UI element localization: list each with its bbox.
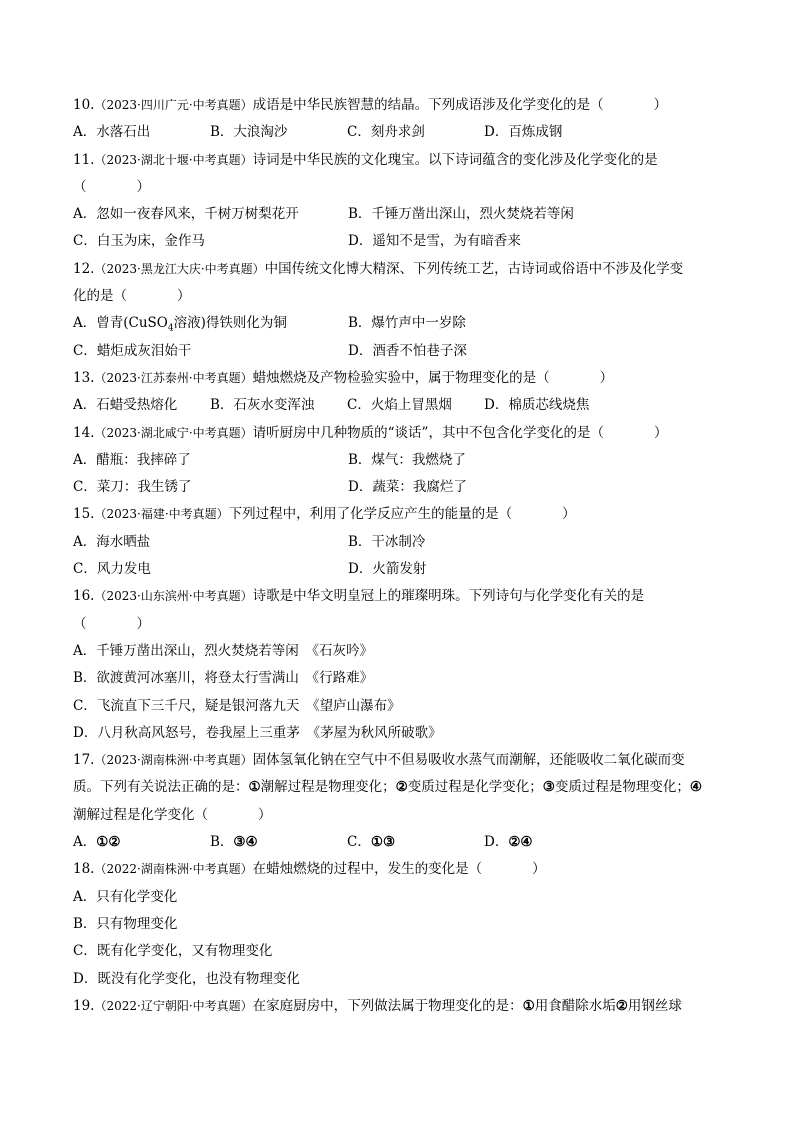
option-d-value: ②④ [508, 834, 533, 851]
subscript: 4 [167, 324, 174, 335]
paren-close: ） [258, 806, 272, 823]
question-12-stem [73, 256, 723, 283]
paren-close: ） [136, 178, 150, 195]
question-12-options-row1 [73, 310, 723, 337]
question-17-stem-cont2 [73, 802, 723, 829]
question-number: 16. [73, 588, 95, 605]
question-source: （2023·江苏泰州·中考真题） [94, 370, 253, 385]
question-text-cont: 化的是（ [73, 288, 127, 305]
circled-number-3: ③ [542, 779, 555, 796]
option-b: B．大浪淘沙 [210, 124, 288, 141]
paren-close: ） [653, 97, 668, 113]
option-b [210, 829, 347, 856]
option-b: B．欲渡黄河冰塞川，将登太行雪满山 《行路难》 [73, 670, 374, 687]
option-a: A．海水晒盐 [73, 533, 151, 550]
question-14-options-row1 [73, 447, 723, 474]
option-b: B．爆竹声中一岁除 [348, 315, 466, 332]
option-d: D．酒香不怕巷子深 [348, 342, 467, 359]
question-11-stem [73, 147, 723, 174]
question-18-stem [73, 856, 723, 883]
option-c-value: ①③ [370, 834, 396, 851]
paren-open: （ [73, 178, 87, 195]
paren-close: ） [562, 506, 576, 523]
question-text: 在家庭厨房中，下列做法属于物理变化的是： [252, 997, 523, 1014]
question-list [73, 92, 723, 1020]
paren-close: ） [136, 615, 150, 632]
option-a-text: A．曾青(CuSO [73, 315, 168, 332]
option-a [73, 829, 210, 856]
option-a-text-cont: 溶液)得铁则化为铜 [173, 315, 287, 332]
question-10-stem [73, 92, 723, 119]
paren-close: ） [599, 369, 614, 386]
option-c: C．飞流直下三千尺，疑是银河落九天 《望庐山瀑布》 [73, 697, 401, 714]
option-c [347, 829, 484, 856]
question-number: 14. [73, 424, 95, 441]
question-11-options-row2 [73, 228, 723, 255]
question-number: 15. [73, 506, 95, 523]
option-d: D．蔬菜：我腐烂了 [348, 479, 467, 496]
option-c: C．既有化学变化，又有物理变化 [73, 943, 273, 960]
statement-1: 用食醋除水垢 [534, 997, 616, 1014]
option-c: C．蜡炬成灰泪始干 [73, 342, 192, 359]
question-source: （2023·湖北咸宁·中考真题） [94, 425, 253, 440]
question-10-options [73, 119, 723, 146]
option-a-value: ①② [96, 834, 121, 851]
question-number: 11. [73, 151, 95, 168]
question-19-stem [73, 993, 723, 1020]
option-d: D．遥知不是雪，为有暗香来 [348, 233, 521, 250]
option-d: D．百炼成钢 [484, 124, 563, 141]
option-b-letter: B． [210, 834, 234, 851]
option-c: C．火焰上冒黑烟 [347, 397, 452, 414]
question-number: 10. [73, 97, 95, 113]
option-d: D．八月秋高风怒号，卷我屋上三重茅 《茅屋为秋风所破歌》 [73, 724, 442, 741]
paren-close: ） [532, 861, 546, 878]
question-16-stem [73, 583, 723, 610]
question-text: 中国传统文化博大精深、下列传统工艺，古诗词或俗语中不涉及化学变 [264, 260, 684, 277]
question-text: 蜡烛燃烧及产物检验实验中，属于物理变化的是（ [252, 369, 550, 386]
option-c: C．白玉为床，金作马 [73, 233, 205, 250]
option-c: C．刻舟求剑 [347, 124, 425, 141]
option-a: A．忽如一夜春风来，千树万树梨花开 [73, 206, 299, 223]
option-b: B．石灰水变浑浊 [210, 397, 315, 414]
option-a [73, 310, 348, 337]
question-text: 请听厨房中几种物质的“谈话”，其中不包含化学变化的是（ [252, 424, 604, 441]
circled-number-4: ④ [689, 779, 702, 796]
question-11-paren [73, 174, 723, 201]
option-a-letter: A． [73, 834, 97, 851]
paren-close: ） [177, 288, 191, 305]
question-text-cont2: 潮解过程是化学变化（ [73, 806, 208, 823]
question-text: 在蜡烛燃烧的过程中，发生的变化是（ [252, 861, 483, 878]
question-number: 12. [73, 260, 95, 277]
question-17-stem [73, 747, 723, 774]
option-c-letter: C． [347, 834, 371, 851]
question-text: 固体氢氧化钠在空气中不但易吸收水蒸气而潮解，还能吸收二氧化碳而变 [252, 752, 685, 769]
circled-number-2: ② [395, 779, 408, 796]
question-number: 18. [73, 861, 95, 878]
option-b: B．干冰制冷 [348, 533, 426, 550]
option-a: A．只有化学变化 [73, 888, 178, 905]
question-text: 成语是中华民族智慧的结晶。下列成语涉及化学变化的是（ [252, 97, 604, 113]
option-b: B．只有物理变化 [73, 915, 178, 932]
question-14-options-row2 [73, 474, 723, 501]
question-text: 诗歌是中华文明皇冠上的璀璨明珠。下列诗句与化学变化有关的是 [252, 588, 645, 605]
question-source: （2022·湖南株洲·中考真题） [94, 862, 253, 877]
question-source: （2023·福建·中考真题） [94, 507, 229, 522]
option-d: D．既没有化学变化，也没有物理变化 [73, 970, 300, 987]
question-11-options-row1 [73, 201, 723, 228]
question-15-stem [73, 501, 723, 528]
circled-number-1: ① [522, 997, 535, 1014]
option-d: D．火箭发射 [348, 561, 427, 578]
question-14-stem [73, 420, 723, 447]
question-text-cont: 质。下列有关说法正确的是： [73, 779, 249, 796]
statement-2: 变质过程是化学变化； [407, 779, 543, 796]
question-number: 13. [73, 369, 95, 386]
option-a: A．醋瓶：我摔碎了 [73, 451, 191, 468]
question-13-options [73, 392, 723, 419]
option-b: B．煤气：我燃烧了 [348, 451, 466, 468]
question-text: 诗词是中华民族的文化瑰宝。以下诗词蕴含的变化涉及化学变化的是 [252, 151, 658, 168]
question-source: （2023·四川广元·中考真题） [94, 98, 253, 112]
option-d-letter: D． [484, 834, 509, 851]
question-number: 19. [73, 997, 95, 1014]
option-b: B．千锤万凿出深山，烈火焚烧若等闲 [348, 206, 574, 223]
option-a: A．石蜡受热熔化 [73, 397, 178, 414]
question-17-stem-cont [73, 774, 723, 801]
circled-number-2: ② [615, 997, 628, 1014]
question-source: （2023·山东滨州·中考真题） [94, 589, 253, 604]
question-12-stem-cont [73, 283, 723, 310]
question-source: （2023·湖北十堰·中考真题） [94, 152, 253, 167]
circled-number-1: ① [248, 779, 261, 796]
option-d: D．棉质芯线烧焦 [484, 397, 590, 414]
statement-3: 变质过程是物理变化； [554, 779, 690, 796]
paren-open: （ [73, 615, 87, 632]
option-a: A．千锤万凿出深山，烈火焚烧若等闲 《石灰吟》 [73, 642, 373, 659]
question-13-stem [73, 365, 723, 392]
option-a: A．水落石出 [73, 124, 151, 141]
option-c: C．菜刀：我生锈了 [73, 479, 192, 496]
question-17-options [73, 829, 723, 856]
question-16-paren [73, 611, 723, 638]
statement-2: 用钢丝球 [627, 997, 682, 1014]
question-source: （2022·辽宁朝阳·中考真题） [94, 998, 253, 1013]
question-15-options-row2 [73, 556, 723, 583]
question-text: 下列过程中，利用了化学反应产生的能量的是（ [228, 506, 513, 523]
option-c: C．风力发电 [73, 561, 151, 578]
question-15-options-row1 [73, 529, 723, 556]
paren-close: ） [653, 424, 668, 441]
question-source: （2023·湖南株洲·中考真题） [94, 753, 253, 768]
option-d [484, 829, 621, 856]
question-source: （2023·黑龙江大庆·中考真题） [94, 261, 265, 276]
statement-1: 潮解过程是物理变化； [260, 779, 396, 796]
question-number: 17. [73, 752, 95, 769]
question-12-options-row2 [73, 338, 723, 365]
option-b-value: ③④ [233, 834, 258, 851]
